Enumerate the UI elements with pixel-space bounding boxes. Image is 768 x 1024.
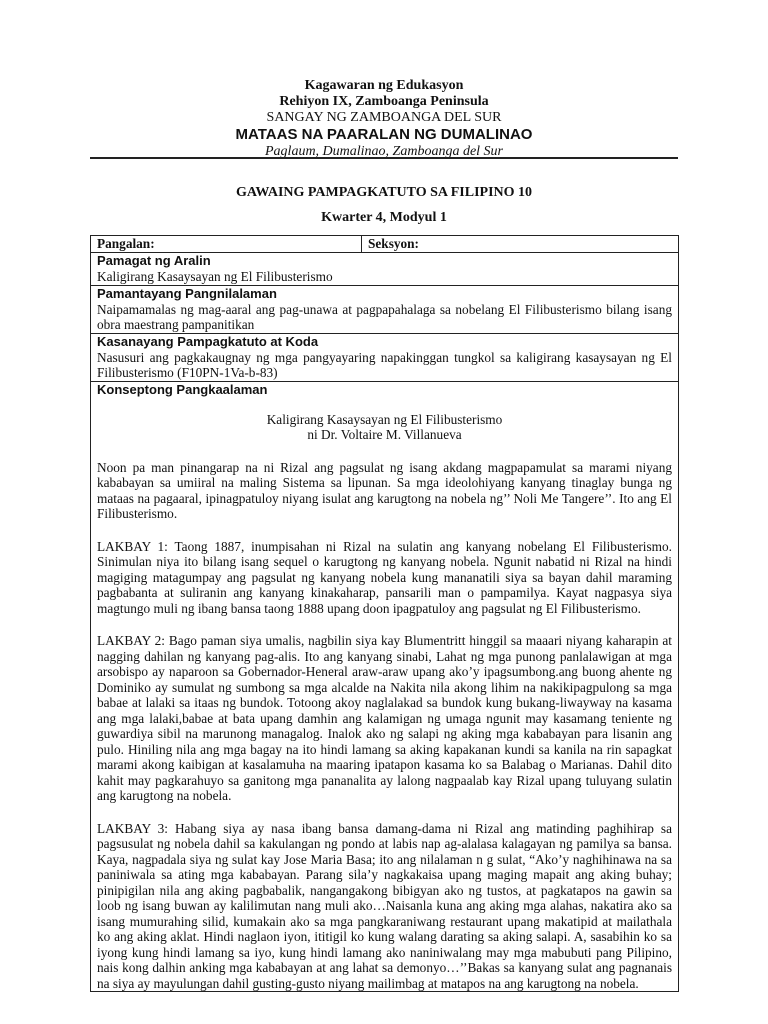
lesson-title-label: Pamagat ng Aralin bbox=[97, 253, 211, 268]
header-divider bbox=[90, 157, 678, 159]
section-label: Seksyon: bbox=[368, 236, 419, 251]
lesson-title-value: Kaligirang Kasaysayan ng El Filibusterismo bbox=[97, 269, 333, 284]
school-header bbox=[0, 78, 768, 160]
article-paragraph-lakbay-2: LAKBAY 2: Bago paman siya umalis, nagbilin siya kay Blumentritt hinggil sa maaari niyang kaharapin at nagging dahilan ng kanyang pag-alis. Ito ang kanyang sinabi, Lahat ng mga punong panlalawigan at mga arsobispo ay naparoon sa Gobernador-Heneral araw-araw upang ako’y ipagsumbong.ang buong ahente ng Dominiko ay sumulat ng sumbong sa mga alcalde na Nakita nila akong lihim na nakikipagpulong sa mga babae at lalaki sa itaas ng bundok. Totoong akoy naglalakad sa bundok kung bukang-liwayway na kasama ang mga lalaki,babae at bata upang damhin ang kalamigan ng umaga ngunit may kasamang teniente ng guwardiya sibil na marunong managalog. Inalok ako ng salapi ng aking mga kababayan para lisanin ang pulo. Hiniling nila ang mga bagay na ito hindi lamang sa aking kapakanan kundi sa kanila na rin sapagkat marami akong kaibigan at kasalamuha na maaring ipatapon kasama ko sa Balabag o Marianas. Dahil dito kahit may pagkarahuyo sa ganitong mga pananalita ay lalong nagpaalab kay Rizal upang tuluyang sulatin ang karugtong na nobela. bbox=[97, 633, 672, 803]
activity-sheet-table bbox=[90, 235, 679, 992]
article-title-text: Kaligirang Kasaysayan ng El Filibusterismo bbox=[266, 411, 503, 427]
concept-row bbox=[91, 382, 678, 992]
article-paragraph-intro: Noon pa man pinangarap na ni Rizal ang pagsulat ng isang akdang magpapamulat sa marami niyang kababayan sa umiiral na maling Sistema sa lipunan. Sa mga ideolohiyang kanyang tinaglay bunga ng mataas na pagaaral, ipinagpatuloy niyang isulat ang karugtong na nobela ng’’ Noli Me Tangere’’. Ito ang El Filibusterismo. bbox=[97, 459, 672, 521]
school-address: Paglaum, Dumalinao, Zamboanga del Sur bbox=[265, 144, 503, 159]
article-paragraph-lakbay-1: LAKBAY 1: Taong 1887, inumpisahan ni Rizal na sulatin ang kanyang nobelang El Filibusterismo. Sinimulan niya ito bilang isang sequel o karugtong ng kanyang nobela. Ngunit nabatid ni Rizal na hindi magiging matagumpay ang pagsulat ng kanyang nobela kung mananatili siya sa bayan dahil maraming pagbabanta at suliranin ang kanyang kinakaharap, pansarili man o pampamilya. Kayat nagpasya siya magtungo muli ng ibang bansa taong 1888 upang doon ipagpatuloy ang pagsulat ng El Filibusterismo. bbox=[97, 538, 672, 616]
concept-label: Konseptong Pangkaalaman bbox=[97, 381, 268, 397]
competency-value: Nasusuri ang pagkakaugnay ng mga pangyayaring napakinggan tungkol sa kaligirang kasaysayan ng El Filibusterismo (F10PN-1Va-b-83) bbox=[97, 349, 672, 380]
student-info-row bbox=[91, 236, 678, 253]
document-title: GAWAING PAMPAGKATUTO SA FILIPINO 10 bbox=[235, 185, 533, 200]
region-name: Rehiyon IX, Zamboanga Peninsula bbox=[279, 94, 489, 109]
name-label: Pangalan: bbox=[91, 236, 362, 252]
lesson-title-row bbox=[91, 253, 678, 286]
content-standard-row bbox=[91, 286, 678, 334]
content-standard-value: Naipamamalas ng mag-aaral ang pag-unawa at pagpapahalaga sa nobelang El Filibusterismo bilang isang obra maestrang pampanitikan bbox=[97, 301, 672, 332]
article-author: ni Dr. Voltaire M. Villanueva bbox=[307, 427, 462, 442]
department-name: Kagawaran ng Edukasyon bbox=[304, 78, 464, 93]
document-subtitle: Kwarter 4, Modyul 1 bbox=[321, 210, 447, 225]
content-standard-label: Pamantayang Pangnilalaman bbox=[97, 285, 277, 301]
article-title bbox=[97, 412, 672, 443]
school-name: MATAAS NA PAARALAN NG DUMALINAO bbox=[235, 126, 533, 143]
competency-label: Kasanayang Pampagkatuto at Koda bbox=[97, 333, 319, 349]
competency-row bbox=[91, 334, 678, 382]
article-paragraph-lakbay-3: LAKBAY 3: Habang siya ay nasa ibang bansa damang-dama ni Rizal ang matinding paghihirap sa pagsusulat ng nobela dahil sa kakulangan ng pondo at labis nap ag-alalasa kalagayan ng pamilya sa bansa. Kaya, nagpadala siya ng sulat kay Jose Maria Basa; ito ang nilalaman n g sulat, “Ako’y naghihinawa na sa paniniwala sa ating mga kababayan. Parang sila’y nagkakaisa upang maging mapait ang aking buhay; pinipigilan nila ang aking pagbabalik, nangangakong bibigyan ako ng tustos, at pagkatapos na gawin sa loob ng isang buwan ay kalilimutan nang muli ako…Naisanla kuna ang aking mga alahas, nakatira ako sa isang mumurahing silid, kumakain ako sa mga pangkaraniwang restaurant upang makatipid at mailathala ko ang aking aklat. Hindi naglaon iyon, ititigil ko kung walang darating sa aking salapi. A, sasabihin ko sa iyong kung hindi lamang sa iyo, kung hindi lamang ako naniniwalang may mga mabubuti pang Pilipino, nais kong dalhin anking mga kababayan at ang lahat sa demonyo…’’Bakas sa kanyang sulat ang pagnanais na siya ay mayulungan dahil gusting-gusto niyang mailimbag at matapos na ang karugtong na nobela. bbox=[97, 820, 672, 991]
division-name: SANGAY NG ZAMBOANGA DEL SUR bbox=[266, 110, 502, 125]
